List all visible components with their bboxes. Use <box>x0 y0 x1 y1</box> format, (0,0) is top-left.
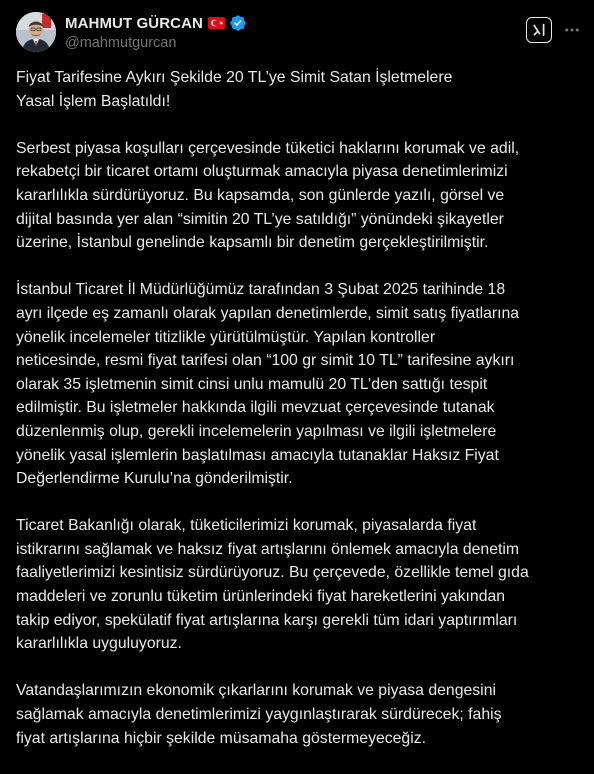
display-name[interactable]: MAHMUT GÜRCAN <box>65 14 203 32</box>
name-row <box>65 13 247 33</box>
more-horizontal-icon <box>563 21 581 39</box>
post-title: Fiyat Tarifesine Aykırı Şekilde 20 TL’ye Simit Satan İşletmelere Yasal İşlem Başlatıldı! <box>16 69 453 110</box>
post-paragraph-3: Ticaret Bakanlığı olarak, tüketicilerimizi korumak, piyasalarda fiyat istikrarını sağlamak ve haksız fiyat artışlarını önlemek amacıyla denetim faaliyetlerimizi kesintisiz sürdürüyoruz. Bu çerçevede, özellikle temel gıda maddeleri ve zorunlu tüketim ürünlerindeki fiyat hareketlerini yakından takip ediyor, spekülatif fiyat artışlarına karşı gerekli tüm idari yaptırımları kararlılıkla uyguluyoruz. <box>16 517 529 653</box>
verified-badge-icon <box>229 14 247 32</box>
avatar[interactable] <box>16 12 56 52</box>
grok-icon <box>531 22 547 38</box>
post-paragraph-1: Serbest piyasa koşulları çerçevesinde tüketici haklarını korumak ve adil, rekabetçi bir ticaret ortamı oluşturmak amacıyla piyasa denetimlerimizi kararlılıkla sürdürüyoruz. Bu kapsamda, son günlerde yazılı, görsel ve dijital basında yer alan “simitin 20 TL’ye satıldığı” yönündeki şikayetler üzerine, İstanbul genelinde kapsamlı bir denetim gerçekleştirilmiştir. <box>16 139 520 252</box>
avatar-image <box>16 12 56 52</box>
post-paragraph-4: Vatandaşlarımızın ekonomik çıkarlarını korumak ve piyasa dengesini sağlamak amacıyla denetimlerimizi yaygınlaştırarak sürdürecek; fahiş fiyat artışlarına hiçbir şekilde müsamaha göstermeyeceğiz. <box>16 682 502 747</box>
post-paragraph-2: İstanbul Ticaret İl Müdürlüğümüz tarafından 3 Şubat 2025 tarihinde 18 ayrı ilçede eş zamanlı olarak yapılan denetimlerde, simit satış fiyatlarına yönelik incelemeler titizlikle yürütülmüştür. Yapılan kontroller neticesinde, resmi fiyat tarifesi olan “100 gr simit 10 TL” tarifesine aykırı olarak 35 işletmenin simit cinsi unlu mamulü 20 TL’den sattığı tespit edilmiştir. Bu işletmeler hakkında ilgili mevzuat çerçevesinde tutanak düzenlenmiş olup, gerekli incelemelerin yapılması ve ilgili işletmelere yönelik yasal işlemlerin başlatılması amacıyla tutanaklar Haksız Fiyat Değerlendirme Kurulu’na gönderilmiştir. <box>16 281 520 488</box>
author-info <box>65 13 247 53</box>
more-options-button[interactable] <box>562 20 582 40</box>
post-text <box>16 66 578 774</box>
post-header <box>16 12 578 54</box>
turkey-flag-icon <box>208 17 225 29</box>
grok-button[interactable] <box>526 17 552 43</box>
handle[interactable]: @mahmutgurcan <box>65 35 177 51</box>
